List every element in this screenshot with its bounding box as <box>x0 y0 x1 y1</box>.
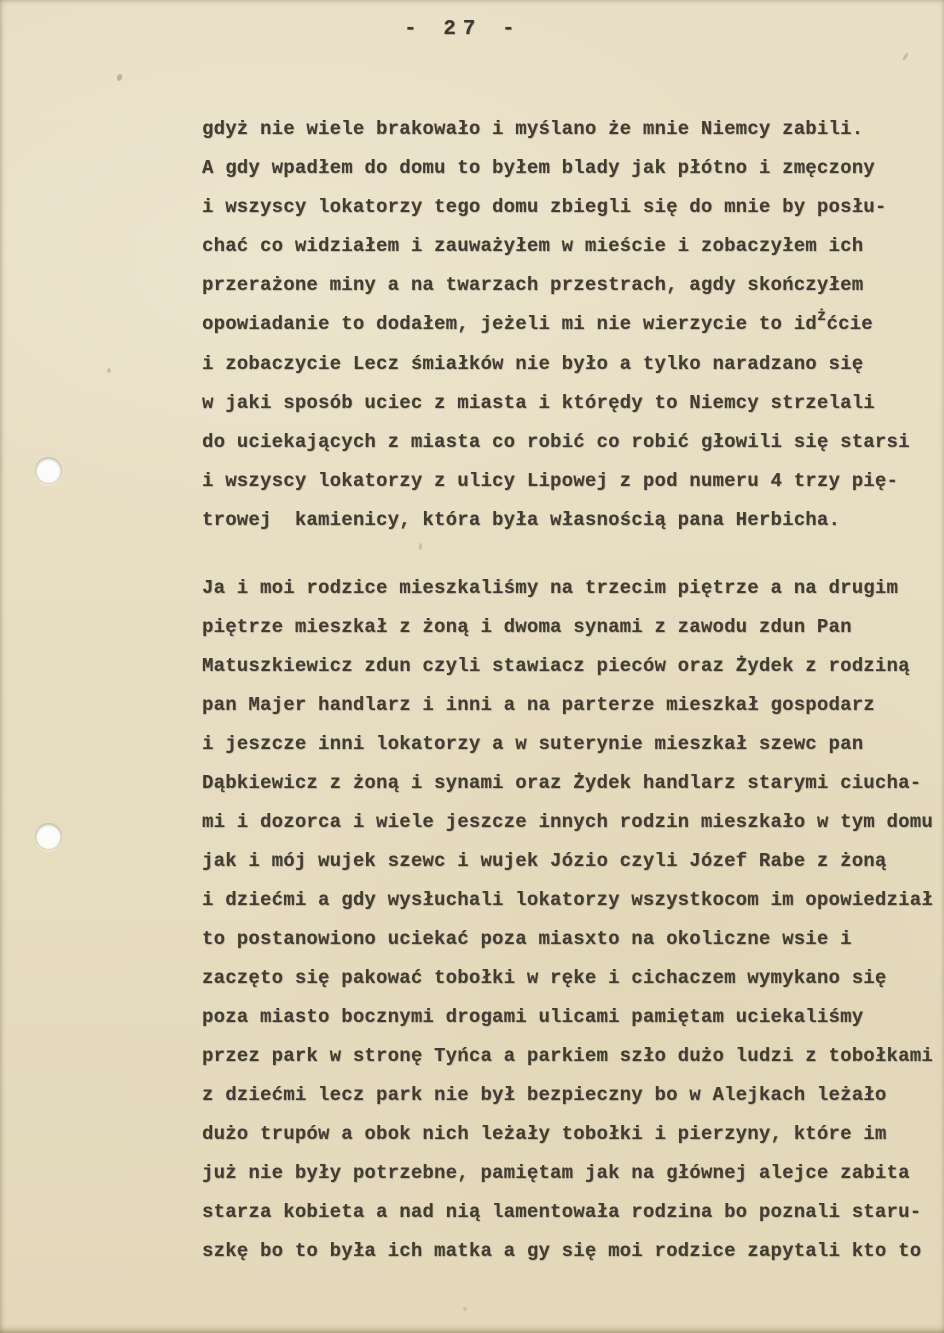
text-line: i jeszcze inni lokatorzy a w suterynie mieszkał szewc pan <box>202 733 864 755</box>
text-segment: opowiadanie to dodałem, jeżeli mi nie wierzycie to id <box>202 313 817 335</box>
text-line: piętrze mieszkał z żoną i dwoma synami z zawodu zdun Pan <box>202 616 852 638</box>
text-line: to postanowiono uciekać poza miasxto na okoliczne wsie i <box>202 928 852 950</box>
text-line: jak i mój wujek szewc i wujek Józio czyli Józef Rabe z żoną <box>202 850 887 872</box>
text-line: pan Majer handlarz i inni a na parterze mieszkał gospodarz <box>202 694 875 716</box>
text-line: szkę bo to była ich matka a gy się moi rodzice zapytali kto to <box>202 1240 922 1262</box>
page-number: - 27 - <box>404 18 522 41</box>
text-line: zaczęto się pakować tobołki w ręke i cichaczem wymykano się <box>202 967 887 989</box>
text-line: poza miasto bocznymi drogami ulicami pamiętam uciekaliśmy <box>202 1006 864 1028</box>
text-line: Dąbkiewicz z żoną i synami oraz Żydek handlarz starymi ciucha- <box>202 772 922 794</box>
text-line: już nie były potrzebne, pamiętam jak na głównej alejce zabita <box>202 1162 910 1184</box>
text-line: gdyż nie wiele brakowało i myślano że mnie Niemcy zabili. <box>202 118 864 140</box>
punch-hole-top <box>36 458 61 483</box>
ink-speck <box>116 73 123 81</box>
text-line: chać co widziałem i zauważyłem w mieście i zobaczyłem ich <box>202 235 864 257</box>
text-segment: ćcie <box>826 313 873 335</box>
punch-hole-bottom <box>36 824 61 849</box>
text-line: w jaki sposób uciec z miasta i którędy to Niemcy strzelali <box>202 392 875 414</box>
text-line: Ja i moi rodzice mieszkaliśmy na trzecim piętrze a na drugim <box>202 577 899 599</box>
ink-speck <box>902 52 909 61</box>
text-line: przerażone miny a na twarzach przestrach, agdy skończyłem <box>202 274 864 296</box>
text-line: mi i dozorca i wiele jeszcze innych rodzin mieszkało w tym domu <box>202 811 933 833</box>
text-line: trowej kamienicy, która była własnością pana Herbicha. <box>202 509 841 531</box>
text-line: starza kobieta a nad nią lamentowała rodzina bo poznali staru- <box>202 1201 922 1223</box>
text-line: z dziećmi lecz park nie był bezpieczny bo w Alejkach leżało <box>202 1084 887 1106</box>
paragraph-2 <box>202 569 932 1271</box>
paragraph-1 <box>202 110 932 540</box>
ink-speck <box>463 1307 467 1311</box>
typed-correction: ż <box>816 307 827 326</box>
typewritten-text <box>202 110 932 1271</box>
text-line: i dziećmi a gdy wysłuchali lokatorzy wszystkocom im opowiedział <box>202 889 933 911</box>
text-line <box>202 305 932 345</box>
text-line: A gdy wpadłem do domu to byłem blady jak płótno i zmęczony <box>202 157 875 179</box>
text-line: i wszyscy lokatorzy z ulicy Lipowej z pod numeru 4 trzy pię- <box>202 470 899 492</box>
text-line: i zobaczycie Lecz śmiałków nie było a tylko naradzano się <box>202 353 864 375</box>
text-line: i wszyscy lokatorzy tego domu zbiegli się do mnie by posłu- <box>202 196 887 218</box>
text-line: dużo trupów a obok nich leżały tobołki i pierzyny, które im <box>202 1123 887 1145</box>
text-line: Matuszkiewicz zdun czyli stawiacz pieców oraz Żydek z rodziną <box>202 655 910 677</box>
text-line: do uciekających z miasta co robić co robić głowili się starsi <box>202 431 910 453</box>
ink-speck <box>107 368 111 373</box>
text-line: przez park w stronę Tyńca a parkiem szło dużo ludzi z tobołkami <box>202 1045 933 1067</box>
